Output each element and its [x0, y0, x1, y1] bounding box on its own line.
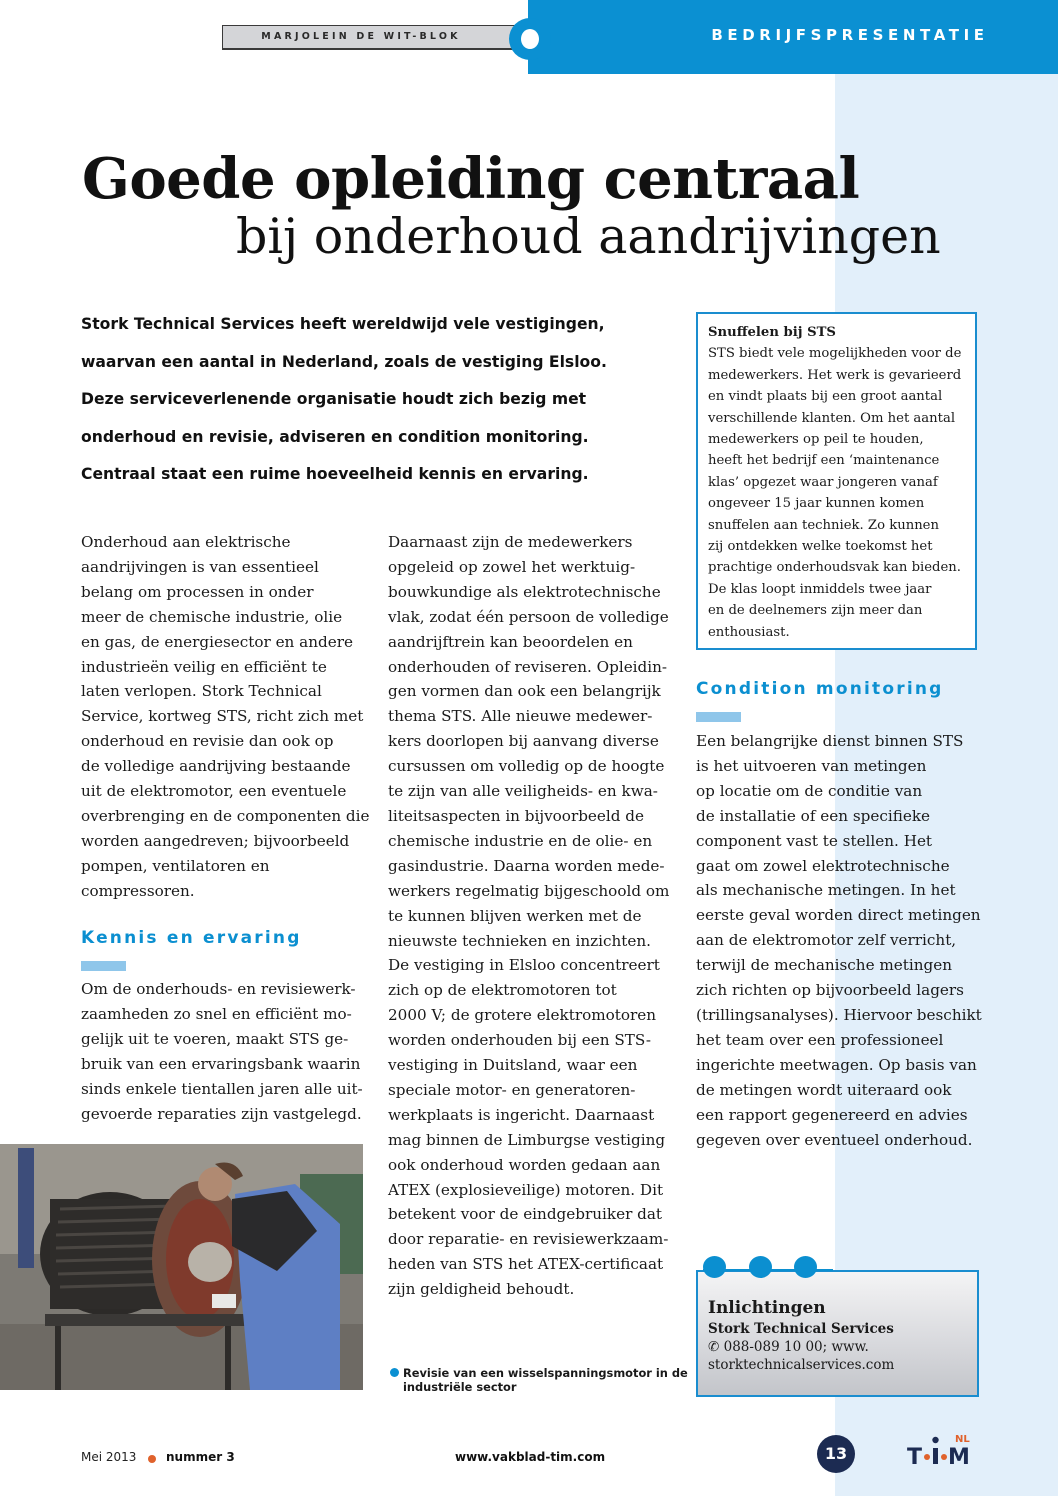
- info-title: Inlichtingen: [708, 1298, 826, 1318]
- body-line: onderhoud en revisie dan ook op: [81, 732, 334, 751]
- body-line: zaamheden zo snel en efficiënt mo-: [81, 1004, 352, 1023]
- sidebar-line: zij ontdekken welke toekomst het: [708, 539, 933, 555]
- body-line: vestiging in Duitsland, waar een: [388, 1056, 638, 1075]
- sidebar-line: medewerkers op peil te houden,: [708, 432, 924, 448]
- info-phone: ✆ 088-089 10 00; www.: [708, 1339, 869, 1355]
- caption-line: industriële sector: [403, 1380, 517, 1394]
- body-line: gasindustrie. Daarna worden mede-: [388, 856, 665, 875]
- subheading-kennis: Kennis en ervaring: [81, 928, 302, 948]
- body-line: heden van STS het ATEX-certificaat: [388, 1255, 664, 1274]
- subheading-bar: [696, 712, 741, 722]
- body-line: De vestiging in Elsloo concentreert: [388, 956, 660, 975]
- body-line: vlak, zodat één persoon de volledige: [388, 607, 669, 626]
- body-line: opgeleid op zowel het werktuig-: [388, 557, 636, 576]
- body-line: de volledige aandrijving bestaande: [81, 757, 351, 776]
- body-line: en gas, de energiesector en andere: [81, 632, 353, 651]
- sidebar-box-title: Snuffelen bij STS: [708, 325, 836, 340]
- body-line: door reparatie- en revisiewerkzaam-: [388, 1230, 669, 1249]
- author-byline: MARJOLEIN DE WIT-BLOK: [261, 31, 461, 42]
- body-line: ook onderhoud worden gedaan aan: [388, 1155, 661, 1174]
- header-dot-icon: [521, 29, 539, 49]
- body-line: terwijl de mechanische metingen: [696, 956, 953, 975]
- subheading-bar: [81, 961, 126, 971]
- body-line: chemische industrie en de olie- en: [388, 831, 653, 850]
- column-1-body-2: [81, 977, 371, 1126]
- section-label: BEDRIJFSPRESENTATIE: [711, 26, 989, 44]
- info-box-dots: [703, 1256, 833, 1280]
- intro-line: Centraal staat een ruime hoeveelheid kennis en ervaring.: [81, 465, 589, 483]
- body-line: Een belangrijke dienst binnen STS: [696, 732, 964, 750]
- sidebar-line: STS biedt vele mogelijkheden voor de: [708, 346, 962, 362]
- body-line: (trillingsanalyses). Hiervoor beschikt: [696, 1005, 982, 1024]
- body-line: te zijn van alle veiligheids- en kwa-: [388, 782, 658, 801]
- intro-line: waarvan een aantal in Nederland, zoals de vestiging Elsloo.: [81, 352, 607, 371]
- body-line: zijn geldigheid behoudt.: [388, 1280, 575, 1299]
- body-line: 2000 V; de grotere elektromotoren: [388, 1006, 657, 1025]
- sidebar-line: klas’ opgezet waar jongeren vanaf: [708, 474, 938, 490]
- body-line: speciale motor- en generatoren-: [388, 1080, 636, 1099]
- body-line: worden aangedreven; bijvoorbeeld: [81, 831, 350, 850]
- caption-line: Revisie van een wisselspanningsmotor in de: [403, 1366, 688, 1380]
- footer-issue: nummer 3: [166, 1450, 235, 1464]
- body-line: zich op de elektromotoren tot: [388, 981, 617, 1000]
- body-line: industrieën veilig en efficiënt te: [81, 657, 327, 676]
- body-line: bruik van een ervaringsbank waarin: [81, 1054, 361, 1073]
- sidebar-line: en vindt plaats bij een groot aantal: [708, 389, 943, 405]
- byline-box: [222, 25, 522, 49]
- body-line: Service, kortweg STS, richt zich met: [81, 707, 364, 726]
- dot-icon: [703, 1256, 726, 1278]
- sidebar-line: verschillende klanten. Om het aantal: [708, 410, 956, 426]
- body-line: mag binnen de Limburgse vestiging: [388, 1130, 666, 1149]
- sidebar-line: ongeveer 15 jaar kunnen komen: [708, 496, 925, 512]
- svg-text:T: T: [907, 1445, 923, 1470]
- tim-logo: [905, 1430, 985, 1470]
- motor-revision-photo: [0, 1144, 363, 1390]
- body-line: aandrijvingen is van essentieel: [81, 557, 319, 576]
- body-line: gevoerde reparaties zijn vastgelegd.: [81, 1104, 362, 1123]
- body-line: de installatie of een specifieke: [696, 806, 931, 825]
- body-line: te kunnen blijven werken met de: [388, 906, 642, 925]
- article-subtitle: bij onderhoud aandrijvingen: [236, 208, 941, 265]
- body-line: aan de elektromotor zelf verricht,: [696, 931, 957, 950]
- footer-bullet-icon: [148, 1455, 156, 1463]
- sidebar-line: De klas loopt inmiddels twee jaar: [708, 581, 932, 597]
- page-number-badge: 13: [817, 1435, 855, 1473]
- body-line: belang om processen in onder: [81, 582, 314, 601]
- body-line: het team over een professioneel: [696, 1030, 944, 1049]
- body-line: compressoren.: [81, 881, 195, 900]
- body-line: onderhouden of reviseren. Opleidin-: [388, 657, 668, 676]
- body-line: cursussen om volledig op de hoogte: [388, 757, 665, 776]
- body-line: aandrijftrein kan beoordelen en: [388, 632, 633, 651]
- info-website-link[interactable]: storktechnicalservices.com: [708, 1357, 895, 1373]
- body-line: ATEX (explosieveilige) motoren. Dit: [388, 1180, 664, 1199]
- body-line: gelijk uit te voeren, maakt STS ge-: [81, 1029, 349, 1048]
- body-line: als mechanische metingen. In het: [696, 881, 956, 900]
- body-line: eerste geval worden direct metingen: [696, 906, 981, 925]
- body-line: Daarnaast zijn de medewerkers: [388, 533, 633, 551]
- dot-icon: [749, 1256, 772, 1278]
- body-line: component vast te stellen. Het: [696, 831, 933, 850]
- header-circle-icon: [509, 18, 551, 60]
- sidebar-line: heeft het bedrijf een ‘maintenance: [708, 453, 940, 469]
- body-line: werkers regelmatig bijgeschoold om: [388, 881, 670, 900]
- intro-line: Stork Technical Services heeft wereldwijd vele vestigingen,: [81, 315, 605, 333]
- body-line: is het uitvoeren van metingen: [696, 756, 927, 775]
- body-line: werkplaats is ingericht. Daarnaast: [388, 1105, 655, 1124]
- sidebar-line: prachtige onderhoudsvak kan bieden.: [708, 560, 961, 576]
- intro-line: Deze serviceverlenende organisatie houdt zich bezig met: [81, 390, 587, 408]
- sidebar-line: enthousiast.: [708, 624, 790, 640]
- body-line: ingerichte meetwagen. Op basis van: [696, 1055, 977, 1074]
- bullet-dot-icon: [390, 1368, 399, 1377]
- body-line: Om de onderhouds- en revisiewerk-: [81, 980, 356, 998]
- body-line: gen vormen dan ook een belangrijk: [388, 682, 661, 701]
- footer-date: Mei 2013: [81, 1450, 137, 1464]
- body-line: de metingen wordt uiteraard ook: [696, 1080, 952, 1099]
- body-line: meer de chemische industrie, olie: [81, 607, 343, 626]
- body-line: kers doorlopen bij aanvang diverse: [388, 732, 659, 751]
- article-title: Goede opleiding centraal: [82, 146, 860, 212]
- body-line: op locatie om de conditie van: [696, 781, 923, 800]
- sidebar-box-snuffelen: [696, 312, 977, 650]
- body-line: een rapport gegenereerd en advies: [696, 1105, 968, 1124]
- body-line: bouwkundige als elektrotechnische: [388, 582, 661, 601]
- body-line: pompen, ventilatoren en: [81, 856, 270, 875]
- footer-website-link[interactable]: www.vakblad-tim.com: [455, 1450, 606, 1464]
- body-line: betekent voor de eindgebruiker dat: [388, 1205, 663, 1224]
- body-line: zich richten op bijvoorbeeld lagers: [696, 981, 964, 1000]
- body-line: laten verlopen. Stork Technical: [81, 682, 322, 701]
- body-line: sinds enkele tientallen jaren alle uit-: [81, 1079, 363, 1098]
- body-line: nieuwste technieken en inzichten.: [388, 931, 652, 950]
- svg-text:NL: NL: [955, 1434, 970, 1445]
- subheading-condition-monitoring: Condition monitoring: [696, 679, 944, 699]
- svg-text:M: M: [948, 1445, 970, 1470]
- intro-paragraph: [81, 306, 671, 494]
- body-line: worden onderhouden bij een STS-: [388, 1031, 651, 1050]
- column-2-body: [388, 530, 678, 1302]
- body-line: uit de elektromotor, een eventuele: [81, 782, 347, 801]
- sidebar-line: en de deelnemers zijn meer dan: [708, 603, 923, 619]
- body-line: gaat om zowel elektrotechnische: [696, 856, 950, 875]
- info-company: Stork Technical Services: [708, 1321, 894, 1337]
- sidebar-line: snuffelen aan techniek. Zo kunnen: [708, 517, 939, 533]
- intro-line: onderhoud en revisie, adviseren en condition monitoring.: [81, 427, 589, 446]
- body-line: liteitsaspecten in bijvoorbeeld de: [388, 806, 645, 825]
- column-3-body: [696, 729, 986, 1152]
- sidebar-line: medewerkers. Het werk is gevarieerd: [708, 367, 962, 383]
- column-1-body: [81, 530, 371, 904]
- body-line: Onderhoud aan elektrische: [81, 533, 291, 551]
- body-line: thema STS. Alle nieuwe medewer-: [388, 707, 653, 726]
- info-box-inlichtingen: [696, 1270, 979, 1397]
- body-line: overbrenging en de componenten die: [81, 806, 370, 825]
- body-line: gegeven over eventueel onderhoud.: [696, 1130, 973, 1149]
- dot-icon: [794, 1256, 817, 1278]
